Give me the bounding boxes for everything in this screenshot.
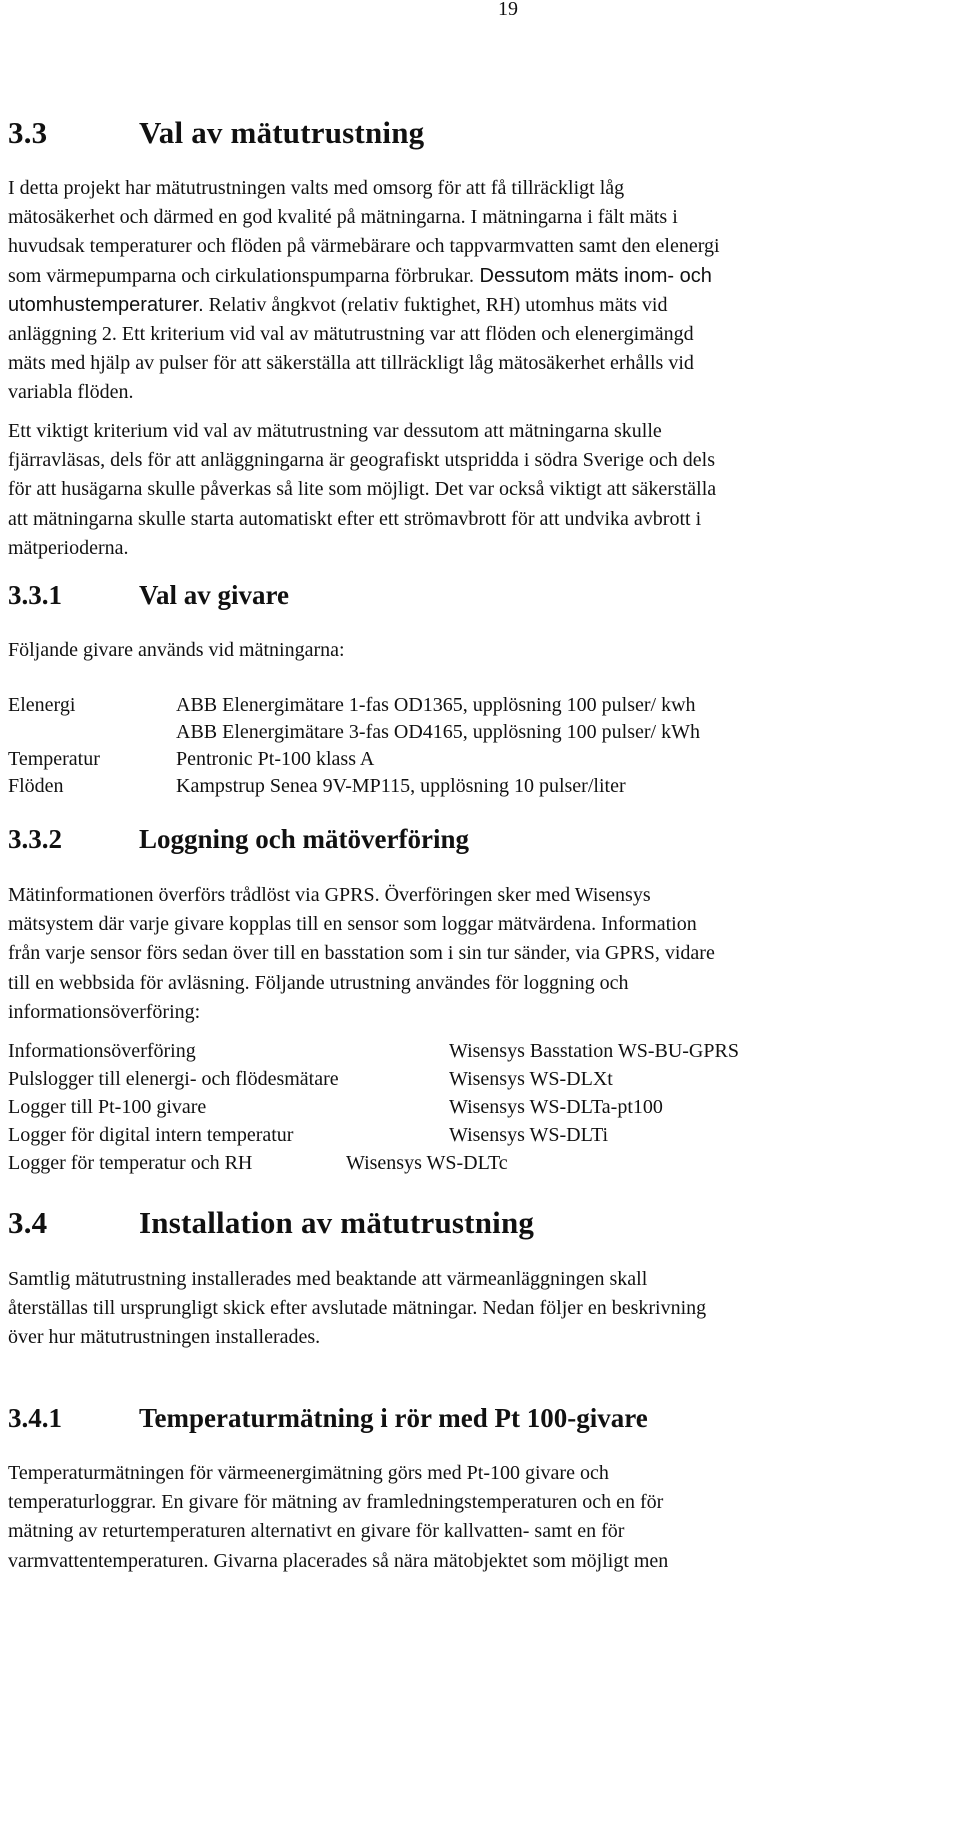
equipment-value: Wisensys WS-DLTc (346, 1152, 508, 1174)
equipment-value: Wisensys WS-DLTi (449, 1124, 609, 1146)
section-number: 3.4 (8, 1205, 48, 1240)
section-heading-3-3 (8, 115, 424, 151)
equipment-value: Wisensys WS-DLXt (449, 1068, 613, 1090)
section-title: Val av mätutrustning (139, 115, 425, 150)
section-number: 3.3 (8, 115, 48, 150)
sensor-label: Flöden (8, 775, 64, 797)
section-number: 3.4.1 (8, 1403, 62, 1433)
equipment-label: Informationsöverföring (8, 1040, 196, 1062)
sensor-row (8, 691, 696, 719)
equipment-label: Pulslogger till elenergi- och flödesmätare (8, 1068, 339, 1090)
section-heading-3-3-1 (8, 580, 289, 611)
equipment-label: Logger för temperatur och RH (8, 1152, 253, 1174)
sensor-intro: Följande givare används vid mätningarna: (8, 639, 345, 661)
page-number: 19 (498, 0, 518, 20)
paragraph-text: I detta projekt har mätutrustningen valts med omsorg för att få tillräckligt låg mätosäkerhet och därmed en god kvalité på mätningarna. I mätningarna i fält mäts i huvudsak temperaturer och flöden på värmebärare och tappvarmvatten samt den elenergi som värmepumparna och cirkulationspumparna förbrukar. (8, 177, 720, 287)
sensor-row (8, 718, 700, 746)
sensor-label: Elenergi (8, 694, 76, 716)
sensor-value: Kampstrup Senea 9V-MP115, upplösning 10 pulser/liter (176, 775, 626, 797)
equipment-value: Wisensys WS-DLTa-pt100 (449, 1096, 663, 1118)
section-title: Val av givare (139, 580, 290, 610)
sensor-value: ABB Elenergimätare 1-fas OD1365, upplösning 100 pulser/ kwh (176, 694, 696, 716)
equipment-label: Logger till Pt-100 givare (8, 1096, 207, 1118)
section-heading-3-3-2 (8, 824, 469, 855)
paragraph-text: Relativ ångkvot (relativ fuktighet, RH) utomhus mäts vid anläggning 2. Ett kriterium vid val av mätutrustning var att flöden och elenergimängd mäts med hjälp av pulser för att säkerställa att tillräckligt låg mätosäkerhet erhålls vid variabla flöden. (8, 293, 694, 404)
paragraph-logging: Mätinformationen överförs trådlöst via GPRS. Överföringen sker med Wisensys mätsystem där varje givare kopplas till en sensor som loggar mätvärdena. Information från varje sensor förs sedan över till en basstation som i sin tur sänder, via GPRS, vidare till en webbsida för avläsning. Följande utrustning användes för loggning och informationsöverföring: (8, 884, 715, 1023)
paragraph-installation: Samtlig mätutrustning installerades med beaktande att värmeanläggningen skall återställas till ursprungligt skick efter avslutade mätningar. Nedan följer en beskrivning över hur mätutrustningen installerades. (8, 1268, 707, 1349)
sensor-row (8, 772, 626, 800)
paragraph-text-sans: Dessutom mäts inom- och utomhustemperaturer. (8, 264, 712, 316)
sensor-value: Pentronic Pt-100 klass A (176, 748, 375, 770)
sensor-value: ABB Elenergimätare 3-fas OD4165, upplösning 100 pulser/ kWh (176, 721, 700, 743)
section-title: Temperaturmätning i rör med Pt 100-givare (139, 1403, 648, 1433)
section-number: 3.3.2 (8, 824, 62, 854)
section-number: 3.3.1 (8, 580, 62, 610)
section-title: Loggning och mätöverföring (139, 824, 469, 854)
section-heading-3-4-1 (8, 1403, 648, 1434)
equipment-value: Wisensys Basstation WS-BU-GPRS (449, 1040, 739, 1062)
paragraph-pt100: Temperaturmätningen för värmeenergimätning görs med Pt-100 givare och temperaturloggrar. En givare för mätning av framledningstemperaturen och en för mätning av returtemperaturen alternativt en givare för kallvatten- samt en för varmvattentemperaturen. Givarna placerades så nära mätobjektet som möjligt men (8, 1462, 669, 1572)
paragraph-measurement-choice (8, 174, 958, 408)
section-heading-3-4 (8, 1205, 534, 1241)
section-title: Installation av mätutrustning (139, 1205, 535, 1240)
sensor-row (8, 745, 374, 773)
equipment-label: Logger för digital intern temperatur (8, 1124, 294, 1146)
paragraph-remote-reading: Ett viktigt kriterium vid val av mätutrustning var dessutom att mätningarna skulle fjärravläsas, dels för att anläggningarna är geografiskt utspridda i södra Sverige och dels för att husägarna skulle påverkas så lite som möjligt. Det var också viktigt att säkerställa att mätningarna skulle starta automatiskt efter ett strömavbrott för att undvika avbrott i mätperioderna. (8, 420, 717, 559)
sensor-label: Temperatur (8, 748, 100, 770)
